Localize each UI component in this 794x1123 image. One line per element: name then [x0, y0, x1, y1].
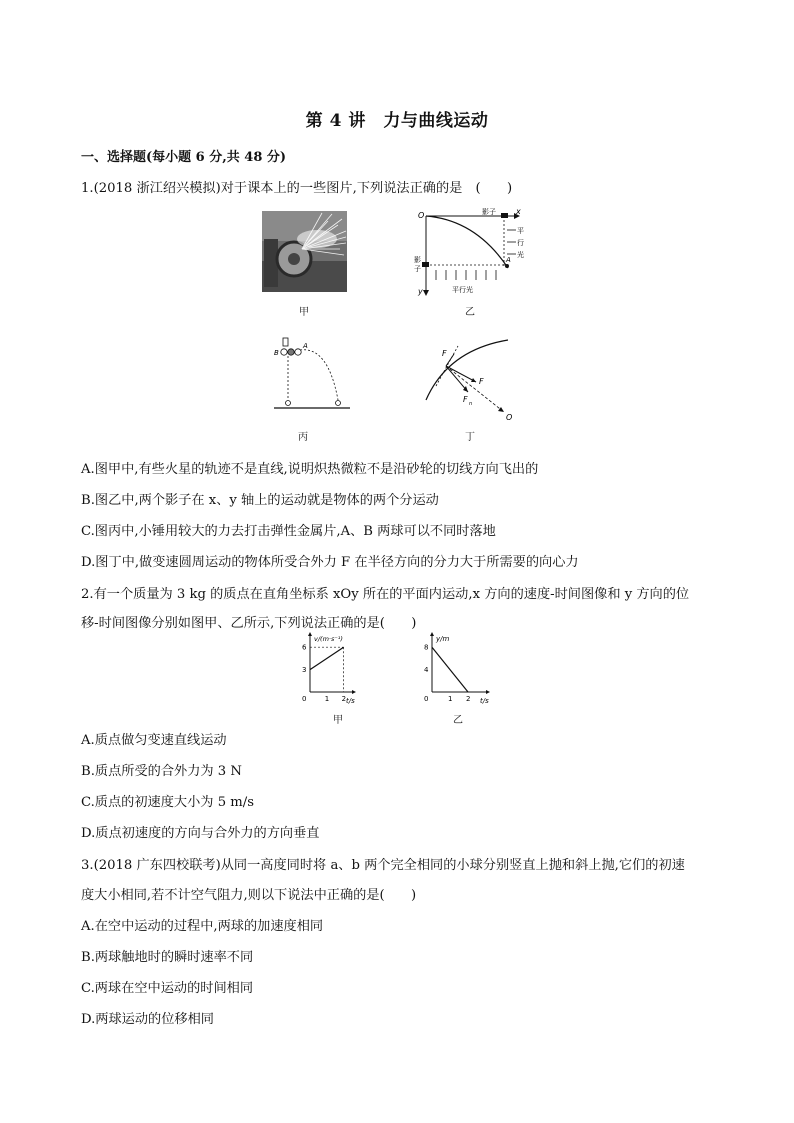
t-axis-label: t/s	[346, 697, 355, 704]
q1-option-b: B.图乙中,两个影子在 x、y 轴上的运动就是物体的两个分运动	[81, 493, 439, 508]
q2-option-c: C.质点的初速度大小为 5 m/s	[81, 795, 254, 810]
falling-balls-diagram	[272, 334, 352, 414]
q3-option-b: B.两球触地时的瞬时速率不同	[81, 950, 254, 965]
x-tick-label: 0	[424, 695, 429, 703]
velocity-time-chart	[296, 632, 356, 704]
q3-stem-line-2: 度大小相同,若不计空气阻力,则以下说法中正确的是( )	[81, 888, 417, 903]
shadow-diagram	[396, 206, 526, 302]
y-axis-label: y	[418, 287, 423, 296]
fig-caption-ding: 丁	[465, 432, 475, 443]
q1-option-a: A.图甲中,有些火星的轨迹不是直线,说明炽热微粒不是沿砂轮的切线方向飞出的	[81, 462, 539, 477]
y-tick-label: 8	[424, 643, 429, 652]
y-tick-label: 4	[424, 666, 429, 675]
q3-option-d: D.两球运动的位移相同	[81, 1012, 214, 1027]
ball-a-label: A	[303, 342, 308, 350]
q2-stem-line-1: 2.有一个质量为 3 kg 的质点在直角坐标系 xOy 所在的平面内运动,x 方向的速度-时间图像和 y 方向的位	[81, 587, 690, 602]
v-axis-label: v/(m·s⁻¹)	[314, 635, 343, 643]
q3-option-c: C.两球在空中运动的时间相同	[81, 981, 254, 996]
shadow-top-label: 影子	[482, 208, 496, 216]
page-title: 第 4 讲 力与曲线运动	[305, 111, 489, 131]
q1-option-d: D.图丁中,做变速圆周运动的物体所受合外力 F 在半径方向的分力大于所需要的向心力	[81, 555, 579, 570]
ping-label: 平	[517, 227, 524, 235]
q1-stem: 1.(2018 浙江绍兴模拟)对于课本上的一些图片,下列说法正确的是 ( )	[81, 181, 513, 196]
x-tick-label: 0	[302, 695, 307, 703]
displacement-time-chart	[420, 632, 492, 704]
q2-option-d: D.质点初速度的方向与合外力的方向垂直	[81, 826, 320, 841]
parallel-light-label: 平行光	[452, 286, 473, 294]
xing-label: 行	[517, 239, 524, 247]
x-axis-label: x	[516, 207, 521, 216]
point-a-label: A	[506, 256, 511, 264]
force-fn-subscript: n	[469, 401, 473, 407]
q2-option-b: B.质点所受的合外力为 3 N	[81, 764, 242, 779]
q2-stem-line-2: 移-时间图像分别如图甲、乙所示,下列说法正确的是( )	[81, 616, 417, 631]
y-tick-label: 3	[302, 666, 307, 675]
ball-b-label: B	[274, 349, 279, 357]
q2-option-a: A.质点做匀变速直线运动	[81, 733, 227, 748]
shadow-left-label-1: 影	[414, 256, 421, 264]
force-f-label: F	[479, 377, 484, 386]
grinding-wheel-photo	[262, 211, 347, 292]
series-line	[310, 647, 344, 669]
x-tick-label: 2	[341, 695, 347, 703]
origin-label: O	[418, 211, 425, 220]
x-tick-label: 1	[448, 695, 453, 703]
force-f-label-top: F	[442, 349, 447, 358]
x-tick-label: 1	[324, 695, 330, 703]
guang-label: 光	[517, 251, 524, 259]
chart-caption-jia: 甲	[333, 715, 343, 726]
center-o-label: O	[506, 413, 513, 422]
fig-caption-jia: 甲	[299, 307, 309, 318]
t-axis-label: t/s	[480, 697, 489, 704]
force-fn-label: F	[463, 395, 468, 404]
x-tick-label: 2	[466, 695, 471, 703]
q1-option-c: C.图丙中,小锤用较大的力去打击弹性金属片,A、B 两球可以不同时落地	[81, 524, 496, 539]
circular-motion-force-diagram	[418, 336, 518, 422]
fig-caption-bing: 丙	[298, 432, 308, 443]
y-tick-label: 6	[302, 643, 307, 652]
series-line	[432, 647, 468, 692]
chart-caption-yi: 乙	[453, 715, 463, 726]
q3-stem-line-1: 3.(2018 广东四校联考)从同一高度同时将 a、b 两个完全相同的小球分别竖直上抛和斜上抛,它们的初速	[81, 858, 685, 873]
q3-option-a: A.在空中运动的过程中,两球的加速度相同	[81, 919, 324, 934]
section-heading: 一、选择题(每小题 6 分,共 48 分)	[81, 150, 287, 165]
y-axis-label: y/m	[436, 635, 450, 643]
fig-caption-yi: 乙	[465, 307, 475, 318]
shadow-left-label-2: 子	[414, 265, 421, 273]
